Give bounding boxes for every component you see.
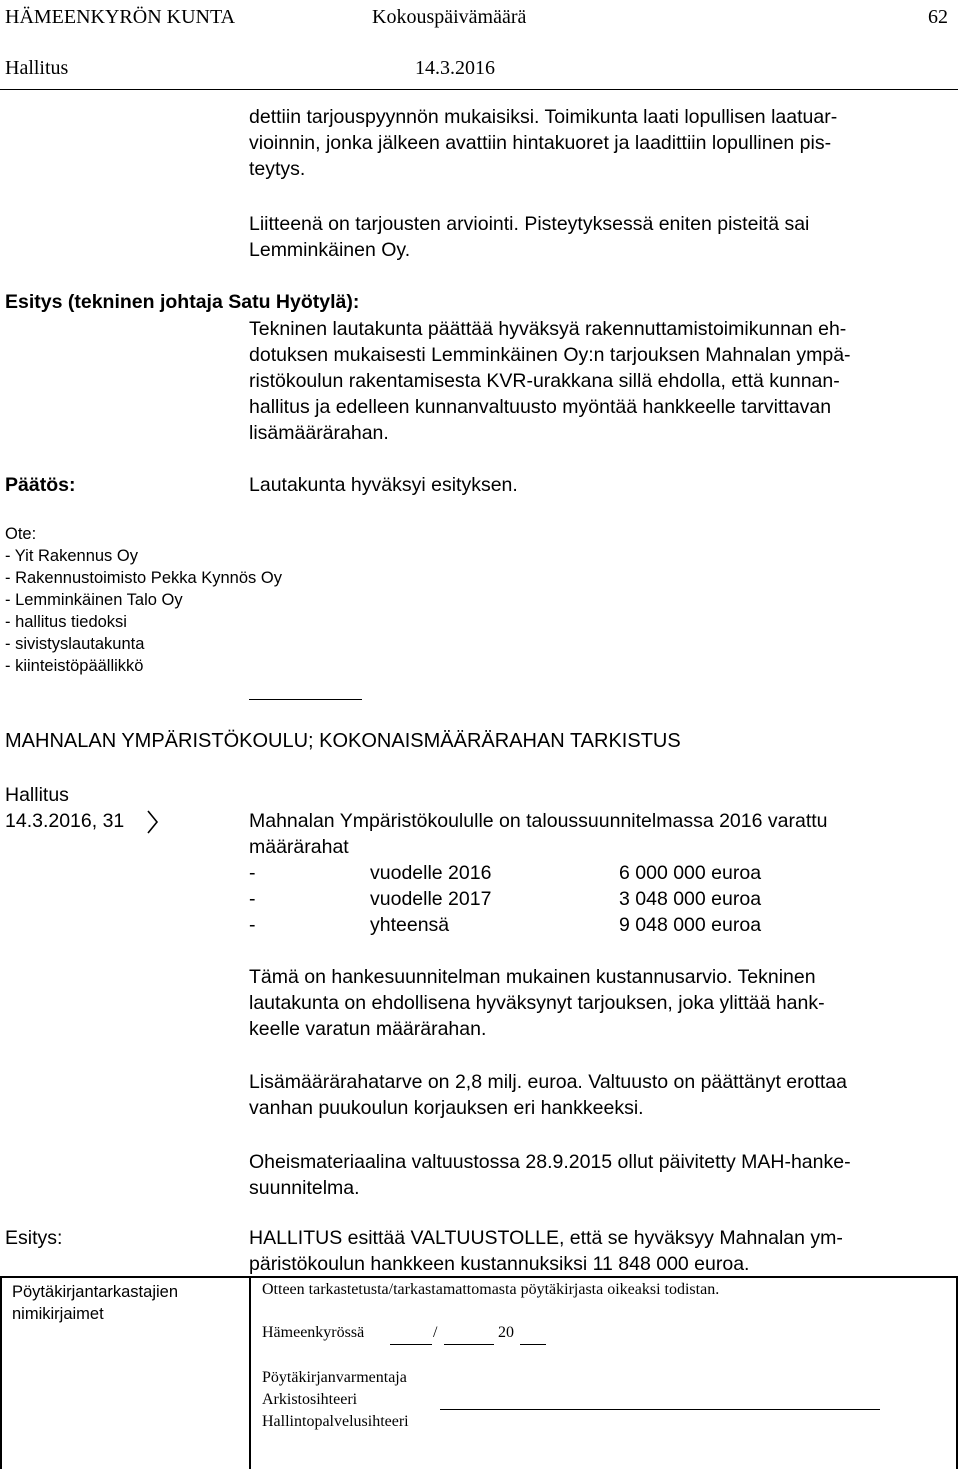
item-reference: 14.3.2016, 31 — [5, 810, 125, 832]
role-verifier: Pöytäkirjanvarmentaja — [262, 1369, 407, 1386]
list-item: - kiinteistöpäällikkö — [5, 657, 144, 675]
paragraph-line: lautakunta on ehdollisena hyväksynyt tarjouksen, joka ylittää hank- — [249, 992, 825, 1014]
footer-right-border — [956, 1276, 958, 1469]
paragraph-line: dettiin tarjouspyynnön mukaisiksi. Toimikunta laati lopullisen laatuar- — [249, 106, 838, 128]
year-prefix: 20 — [498, 1324, 514, 1341]
month-line — [444, 1344, 494, 1345]
paragraph-line: Tekninen lautakunta päättää hyväksyä rakennuttamistoimikunnan eh- — [249, 318, 847, 340]
header-divider — [0, 89, 958, 90]
paragraph-line: suunnitelma. — [249, 1177, 360, 1199]
day-line — [390, 1344, 432, 1345]
paragraph-line: vanhan puukoulun korjauksen eri hankkeeksi. — [249, 1097, 644, 1119]
row-label: vuodelle 2017 — [370, 888, 492, 910]
place-label: Hämeenkyrössä — [262, 1324, 365, 1341]
list-item: - hallitus tiedoksi — [5, 613, 127, 631]
extra-funding-paragraph — [249, 1069, 954, 1121]
paragraph-line: Mahnalan Ympäristökoululle on taloussuunnitelmassa 2016 varattu — [249, 810, 828, 832]
row-dash: - — [249, 862, 256, 884]
meeting-date-label: Kokouspäivämäärä — [372, 6, 527, 28]
footer-certification-box — [0, 1276, 958, 1469]
decision-text: Lautakunta hyväksyi esityksen. — [249, 474, 518, 496]
initials-label — [12, 1281, 178, 1325]
footer-left-border — [0, 1276, 2, 1469]
paragraph-line: lisämäärärahan. — [249, 422, 389, 444]
paragraph-line: määrärahat — [249, 836, 349, 858]
list-item: - Lemminkäinen Talo Oy — [5, 591, 183, 609]
excerpt-label: Ote: — [5, 525, 37, 543]
paragraph-line: HALLITUS esittää VALTUUSTOLLE, että se hyväksyy Mahnalan ym- — [249, 1227, 843, 1249]
row-dash: - — [249, 914, 256, 936]
paragraph-line: Liitteenä on tarjousten arviointi. Pisteytyksessä eniten pisteitä sai — [249, 213, 810, 235]
paragraph-line: vioinnin, jonka jälkeen avattiin hintakuoret ja laadittiin lopullinen pis- — [249, 132, 832, 154]
footer-top-border — [0, 1276, 958, 1278]
year-line — [520, 1344, 546, 1345]
row-dash: - — [249, 888, 256, 910]
table-row — [249, 860, 949, 886]
list-item: - Yit Rakennus Oy — [5, 547, 138, 565]
material-paragraph — [249, 1149, 954, 1201]
role-admin-secretary: Hallintopalvelusihteeri — [262, 1413, 409, 1430]
paragraph-line: Lisämäärärahatarve on 2,8 milj. euroa. Valtuusto on päättänyt erottaa — [249, 1071, 847, 1093]
intro-paragraph — [249, 104, 954, 182]
paragraph-line: päristökoulun hankkeen kustannuksiksi 11 848 000 euroa. — [249, 1253, 750, 1275]
budget-table — [249, 860, 949, 938]
proposal-paragraph — [249, 316, 954, 446]
proposal-heading: Esitys (tekninen johtaja Satu Hyötylä): — [5, 291, 360, 313]
budget-paragraph — [249, 808, 954, 860]
page-number: 62 — [928, 6, 948, 28]
paragraph-line: dotuksen mukaisesti Lemminkäinen Oy:n tarjouksen Mahnalan ympä- — [249, 344, 851, 366]
paragraph-line: teytys. — [249, 158, 306, 180]
row-label: yhteensä — [370, 914, 450, 936]
paragraph-line: hallitus ja edelleen kunnanvaltuusto myöntää hankkeelle tarvittavan — [249, 396, 832, 418]
excerpt-list — [5, 545, 282, 677]
row-amount: 9 048 000 euroa — [619, 914, 762, 936]
municipality-name: HÄMEENKYRÖN KUNTA — [5, 6, 236, 28]
paragraph-line: Oheismateriaalina valtuustossa 28.9.2015 ollut päivitetty MAH-hanke- — [249, 1151, 851, 1173]
section-separator — [249, 699, 362, 700]
header-body-name: Hallitus — [5, 57, 69, 79]
proposal-label: Esitys: — [5, 1227, 63, 1249]
certification-text: Otteen tarkastetusta/tarkastamattomasta pöytäkirjasta oikeaksi todistan. — [262, 1281, 720, 1298]
header-date: 14.3.2016 — [415, 57, 495, 79]
section-title: MAHNALAN YMPÄRISTÖKOULU; KOKONAISMÄÄRÄRAHAN TARKISTUS — [5, 730, 681, 752]
initials-label-line: Pöytäkirjantarkastajien — [12, 1283, 178, 1301]
row-amount: 6 000 000 euroa — [619, 862, 762, 884]
paragraph-line: Tämä on hankesuunnitelman mukainen kustannusarvio. Tekninen — [249, 966, 816, 988]
final-proposal-paragraph — [249, 1225, 954, 1277]
table-row — [249, 912, 949, 938]
section-sign-icon — [144, 808, 162, 836]
estimate-paragraph — [249, 964, 954, 1042]
list-item: - Rakennustoimisto Pekka Kynnös Oy — [5, 569, 282, 587]
table-row — [249, 886, 949, 912]
paragraph-line: ristökoulun rakentamisesta KVR-urakkana sillä ehdolla, että kunnan- — [249, 370, 840, 392]
list-item: - sivistyslautakunta — [5, 635, 145, 653]
row-amount: 3 048 000 euroa — [619, 888, 762, 910]
footer-column-divider — [249, 1276, 251, 1469]
paragraph-line: Lemminkäinen Oy. — [249, 239, 411, 261]
paragraph-line: keelle varatun määrärahan. — [249, 1018, 487, 1040]
role-archive-secretary: Arkistosihteeri — [262, 1391, 358, 1408]
decision-label: Päätös: — [5, 474, 76, 496]
attachment-paragraph — [249, 211, 954, 263]
board-name: Hallitus — [5, 784, 69, 806]
initials-label-line: nimikirjaimet — [12, 1305, 104, 1323]
date-slash: / — [433, 1324, 438, 1341]
row-label: vuodelle 2016 — [370, 862, 492, 884]
signature-line — [440, 1409, 880, 1410]
